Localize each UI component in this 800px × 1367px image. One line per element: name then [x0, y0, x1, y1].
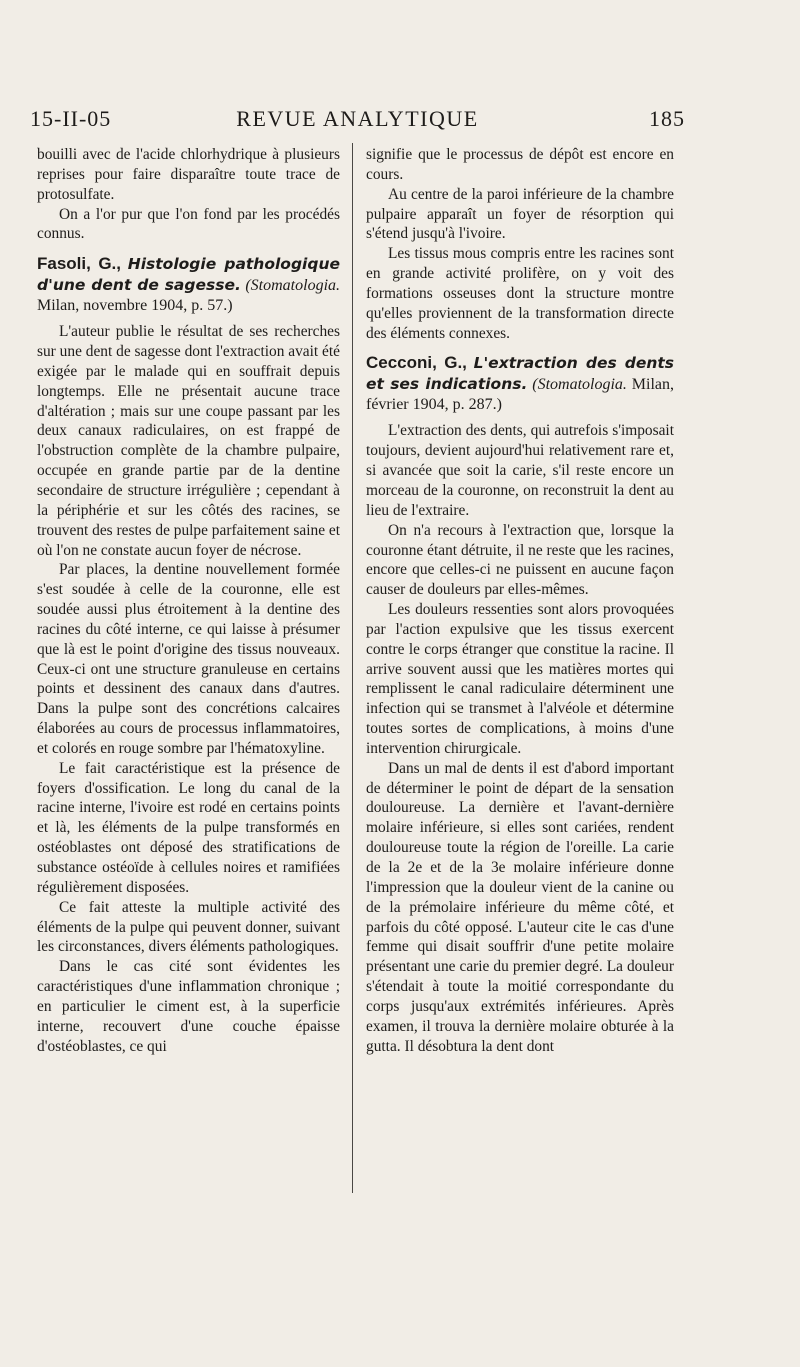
column-divider — [352, 143, 353, 1193]
paragraph: L'extraction des dents, qui autrefois s'imposait toujours, devient aujourd'hui relativement rare et, si avancée que soit la carie, s'il reste encore un morceau de la couronne, on reconstruit la dent au lieu de l'extraire. — [366, 422, 674, 519]
left-column — [37, 145, 340, 1056]
running-title: REVUE ANALYTIQUE — [236, 106, 479, 131]
header-date: 15-II-05 — [30, 106, 112, 131]
entry-author: Cecconi, G., — [366, 353, 467, 373]
paragraph: signifie que le processus de dépôt est encore en cours. — [366, 146, 674, 183]
entry-details: Milan, novembre 1904, p. 57.) — [37, 297, 233, 315]
paragraph: On n'a recours à l'extraction que, lorsque la couronne étant détruite, il ne reste que les racines, encore que celles-ci ne puissent en aucune façon causer de douleurs par elles-mêmes. — [366, 521, 674, 599]
paragraph: Les douleurs ressenties sont alors provoquées par l'action expulsive que les tissus exercent contre le corps étranger que constitue la racine. Il arrive souvent aussi que les matières mortes qui remplissent le canal radiculaire déterminent une infection qui se transmet à l'alvéole et détermine toutes sortes de complications, à moins d'une intervention chirurgicale. — [366, 601, 674, 757]
entry-article-title: Histologie pathologique d'une dent de sagesse. — [37, 255, 341, 295]
entry-details: Milan, février 1904, p. 287.) — [366, 376, 674, 414]
paragraph: Les tissus mous compris entre les racines sont en grande activité prolifère, on y voit des formations osseuses dont la structure montre qu'elles proviennent de la transformation directe des éléments connexes. — [366, 245, 674, 342]
paragraph: Par places, la dentine nouvellement formée s'est soudée à celle de la couronne, elle est soudée aussi plus étroitement à la dentine des racines du côté interne, ce qui laisse à présumer que là est le point d'origine des tissus nouveaux. Ceux-ci ont une structure granuleuse en certains points et dessinent des canaux dans d'autres. Dans la pulpe sont des concrétions calcaires élaborées au cours de processus inflammatoires, et colorés en rouge sombre par l'hématoxyline. — [37, 561, 340, 757]
entry-source: (Stomatologia. — [532, 376, 627, 394]
entry-article-title: L'extraction des dents et ses indications. — [366, 354, 675, 394]
paragraph: Au centre de la paroi inférieure de la chambre pulpaire apparaît un foyer de résorption qui s'étend jusqu'à l'ivoire. — [366, 185, 674, 243]
paragraph: Ce fait atteste la multiple activité des éléments de la pulpe qui peuvent donner, suivant les circonstances, divers éléments pathologiques. — [37, 898, 340, 956]
entry-source: (Stomatologia. — [245, 277, 341, 295]
page-header — [30, 106, 685, 136]
entry-author: Fasoli, G., — [37, 254, 121, 274]
paragraph: Le fait caractéristique est la présence de foyers d'ossification. Le long du canal de la racine interne, l'ivoire est rodé en certains points et là, les éléments de la pulpe transformés en ostéoblastes ont déposé des stratifications de substance ostéoïde à cellules noires et ramifiées régulièrement disposées. — [37, 759, 340, 896]
right-column — [366, 145, 674, 1056]
paragraph: Dans le cas cité sont évidentes les caractéristiques d'une inflammation chronique ; en particulier le ciment est, à la superficie interne, recouvert d'une couche épaisse d'ostéoblastes, ce qui — [37, 958, 340, 1055]
paragraph: Dans un mal de dents il est d'abord important de déterminer le point de départ de la sensation douloureuse. La dernière et l'avant-dernière molaire inférieure, si elles sont cariées, rendent douloureuse toute la région de l'oreille. La carie de la 2e et de la 3e molaire inférieure donne l'impression que la douleur vient de la canine ou de la prémolaire inférieure du même côté, et parfois du côté opposé. L'auteur cite le cas d'une femme qui disait souffrir d'une petite molaire présentant une carie du premier degré. La douleur s'étendait à toute la moitié correspondante du corps jusqu'aux extrémités inférieures. Après examen, il trouva la dernière molaire obturée à la gutta. Il désobtura la dent dont — [366, 759, 674, 1055]
paragraph: bouilli avec de l'acide chlorhydrique à plusieurs reprises pour faire disparaître toute trace de protosulfate. — [37, 146, 340, 203]
bibliographic-entry — [37, 254, 340, 316]
paragraph: On a l'or pur que l'on fond par les procédés connus. — [37, 205, 340, 243]
bibliographic-entry — [366, 353, 674, 415]
page-number: 185 — [649, 106, 685, 131]
paragraph: L'auteur publie le résultat de ses recherches sur une dent de sagesse dont l'extraction avait été exigée par le malade qui en souffrait depuis longtemps. Elle ne présentait aucune trace d'altération ; mais sur une coupe passant par les deux canaux radiculaires, on est frappé de l'obstruction complète de la chambre pulpaire, occupée en grande partie par de la dentine secondaire de structure irrégulière ; cependant à la périphérie et sur les côtés des racines, se trouvent des restes de pulpe parfaitement saine et où l'on ne constate aucun foyer de nécrose. — [37, 323, 340, 559]
